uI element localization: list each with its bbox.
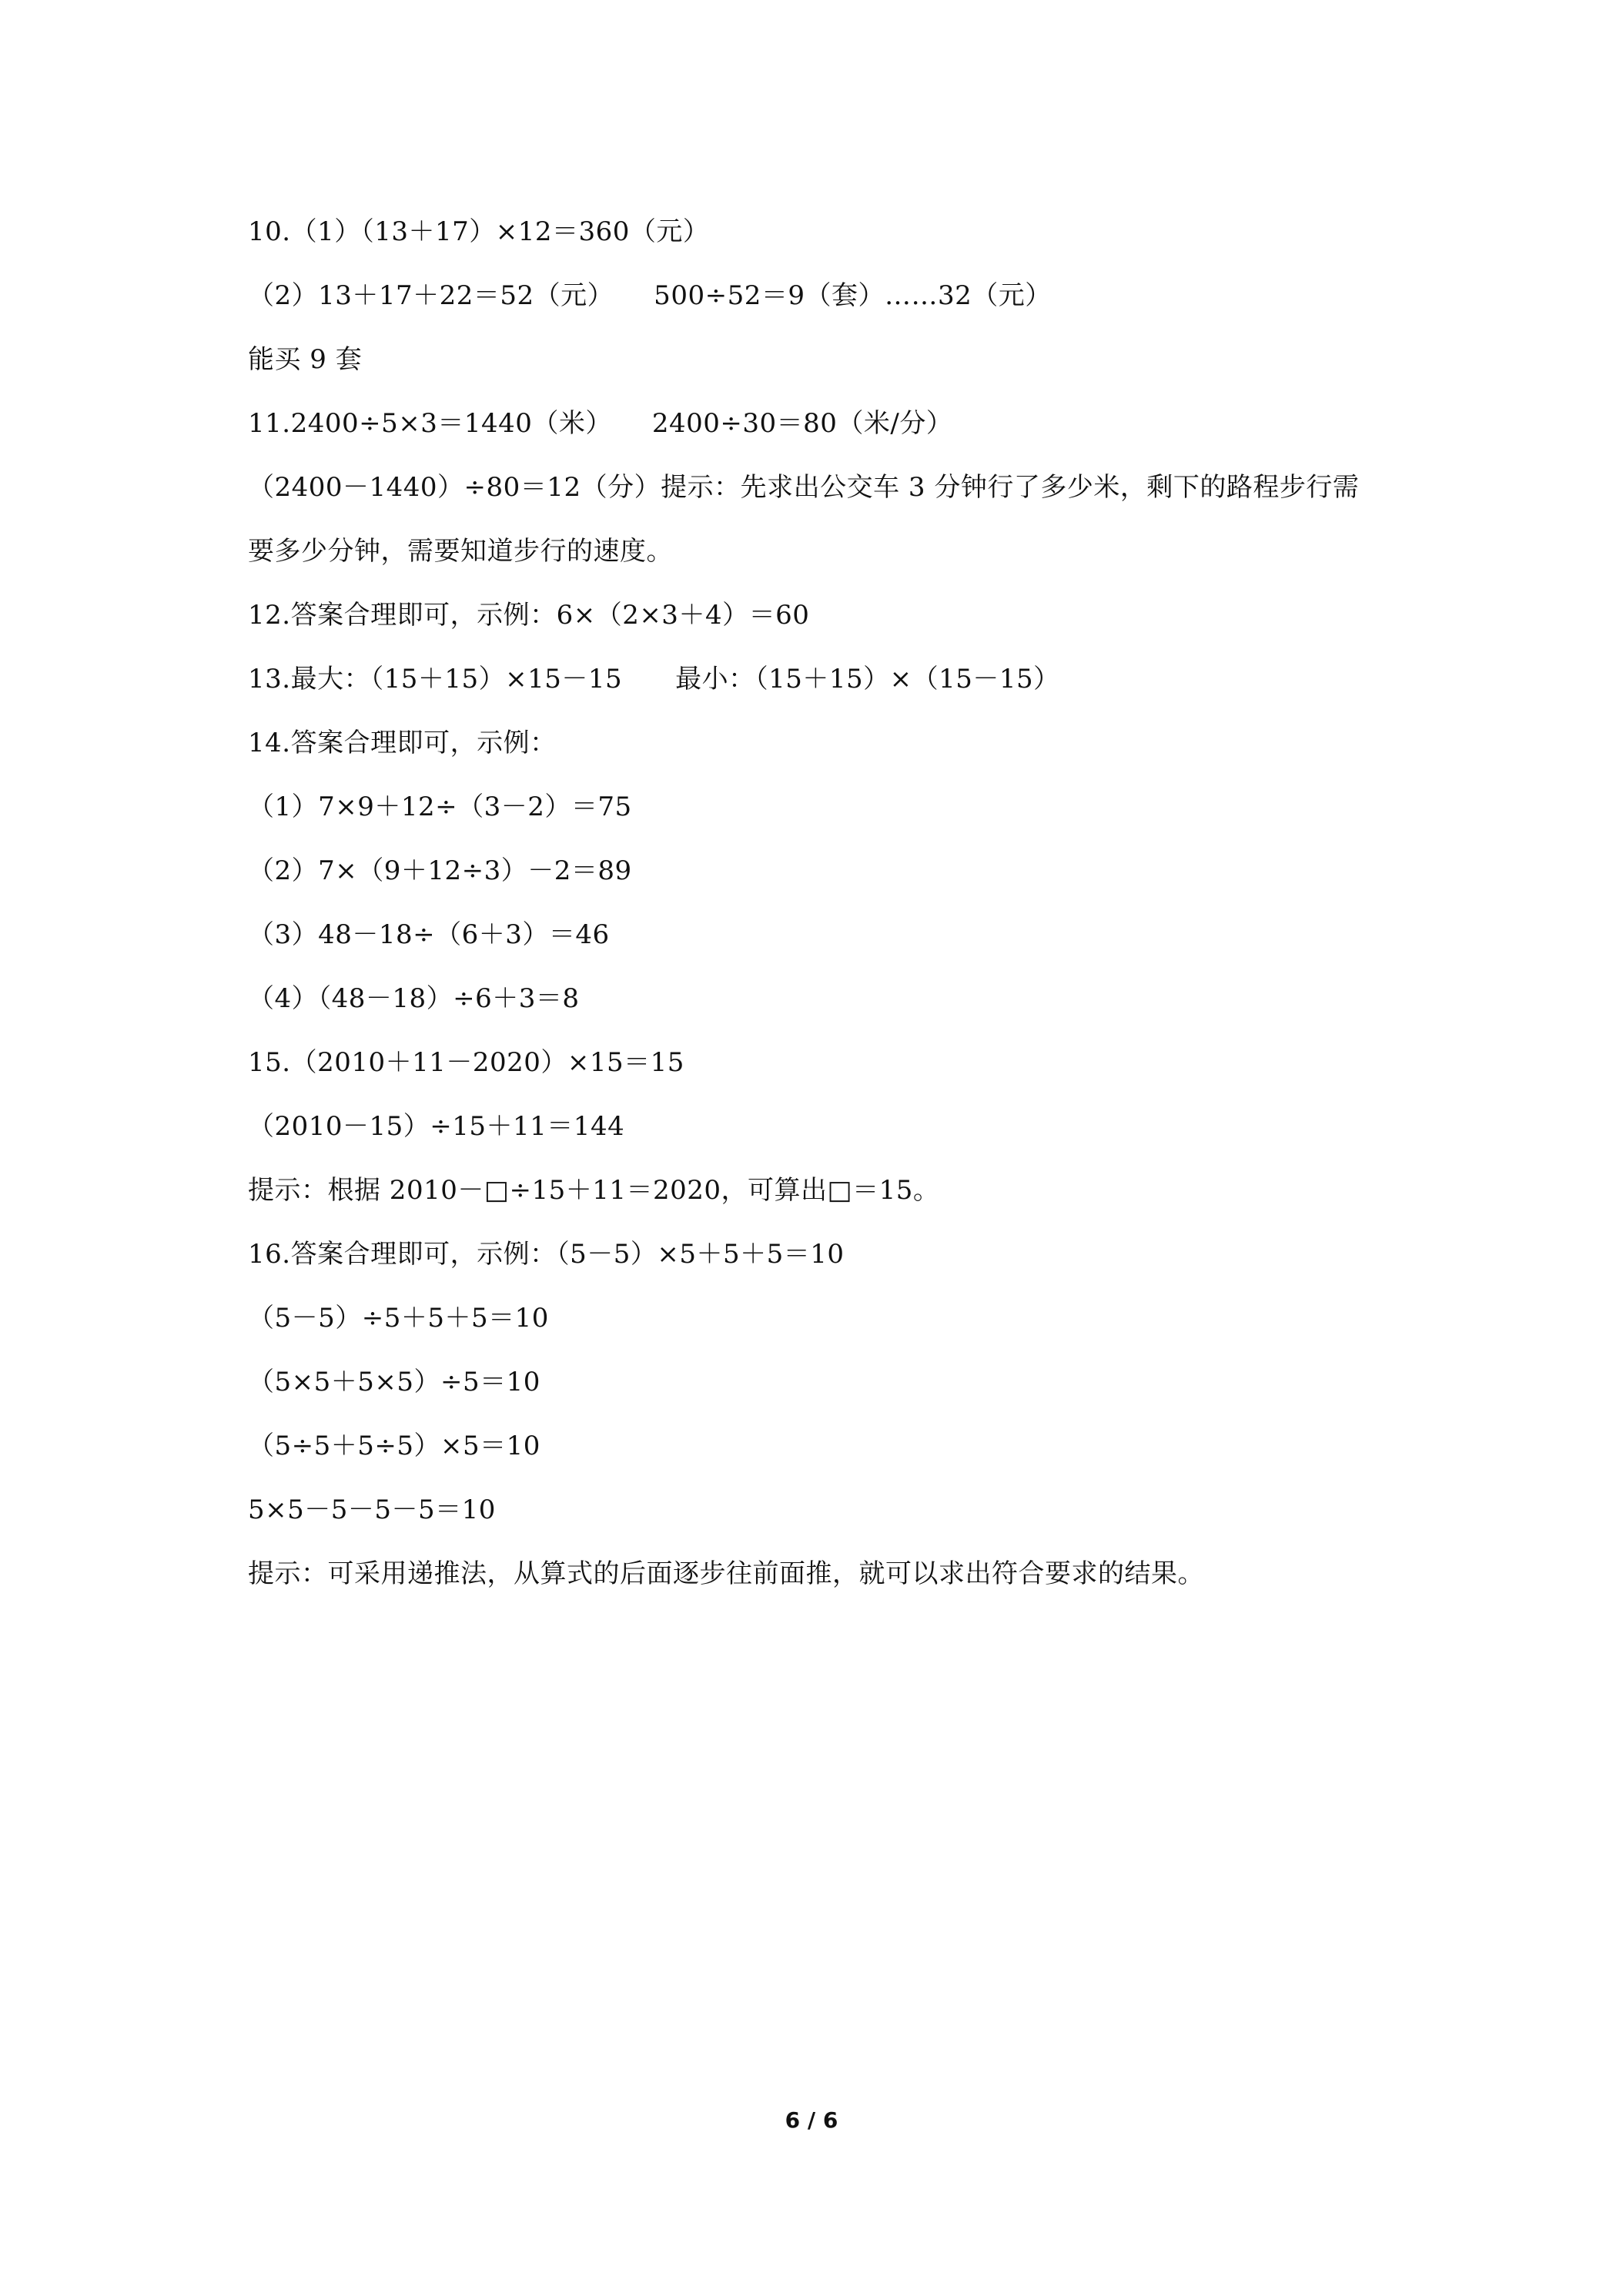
answer-10-line-1: 10.（1）（13＋17）×12＝360（元） <box>248 216 710 247</box>
answer-11-line-2: （2400－1440）÷80＝12（分）提示：先求出公交车 3 分钟行了多少米，剩下的路程步行需 <box>248 472 1360 503</box>
answer-11-line-3: 要多少分钟，需要知道步行的速度。 <box>248 536 673 567</box>
answer-13-line: 13.最大：（15＋15）×15－15 最小：（15＋15）×（15－15） <box>248 664 1060 694</box>
answer-16-line-3: （5×5＋5×5）÷5＝10 <box>248 1367 540 1397</box>
answer-16-hint: 提示：可采用递推法，从算式的后面逐步往前面推，就可以求出符合要求的结果。 <box>248 1558 1204 1589</box>
answer-16-line-4: （5÷5＋5÷5）×5＝10 <box>248 1431 540 1461</box>
answer-16-line-1: 16.答案合理即可，示例：（5－5）×5＋5＋5＝10 <box>248 1239 845 1270</box>
answer-16-line-5: 5×5－5－5－5＝10 <box>248 1494 496 1525</box>
answer-14-line-2: （1）7×9＋12÷（3－2）＝75 <box>248 792 632 822</box>
answer-14-line-1: 14.答案合理即可，示例： <box>248 728 557 758</box>
answer-16-line-2: （5－5）÷5＋5＋5＝10 <box>248 1303 549 1334</box>
answer-10-line-3: 能买 9 套 <box>248 344 363 375</box>
page-number: 6 / 6 <box>785 2107 838 2133</box>
answer-14-line-4: （3）48－18÷（6＋3）＝46 <box>248 919 610 950</box>
answer-11-line-1: 11.2400÷5×3＝1440（米） 2400÷30＝80（米/分） <box>248 408 953 439</box>
answer-10-line-2: （2）13＋17＋22＝52（元） 500÷52＝9（套）……32（元） <box>248 280 1052 311</box>
answer-12-line: 12.答案合理即可，示例：6×（2×3＋4）＝60 <box>248 600 810 631</box>
answer-15-hint: 提示：根据 2010－□÷15＋11＝2020，可算出□＝15。 <box>248 1175 940 1206</box>
answer-14-line-5: （4）（48－18）÷6＋3＝8 <box>248 983 580 1014</box>
answer-14-line-3: （2）7×（9＋12÷3）－2＝89 <box>248 855 632 886</box>
answer-15-line-1: 15.（2010＋11－2020）×15＝15 <box>248 1047 684 1078</box>
answer-15-line-2: （2010－15）÷15＋11＝144 <box>248 1111 625 1142</box>
